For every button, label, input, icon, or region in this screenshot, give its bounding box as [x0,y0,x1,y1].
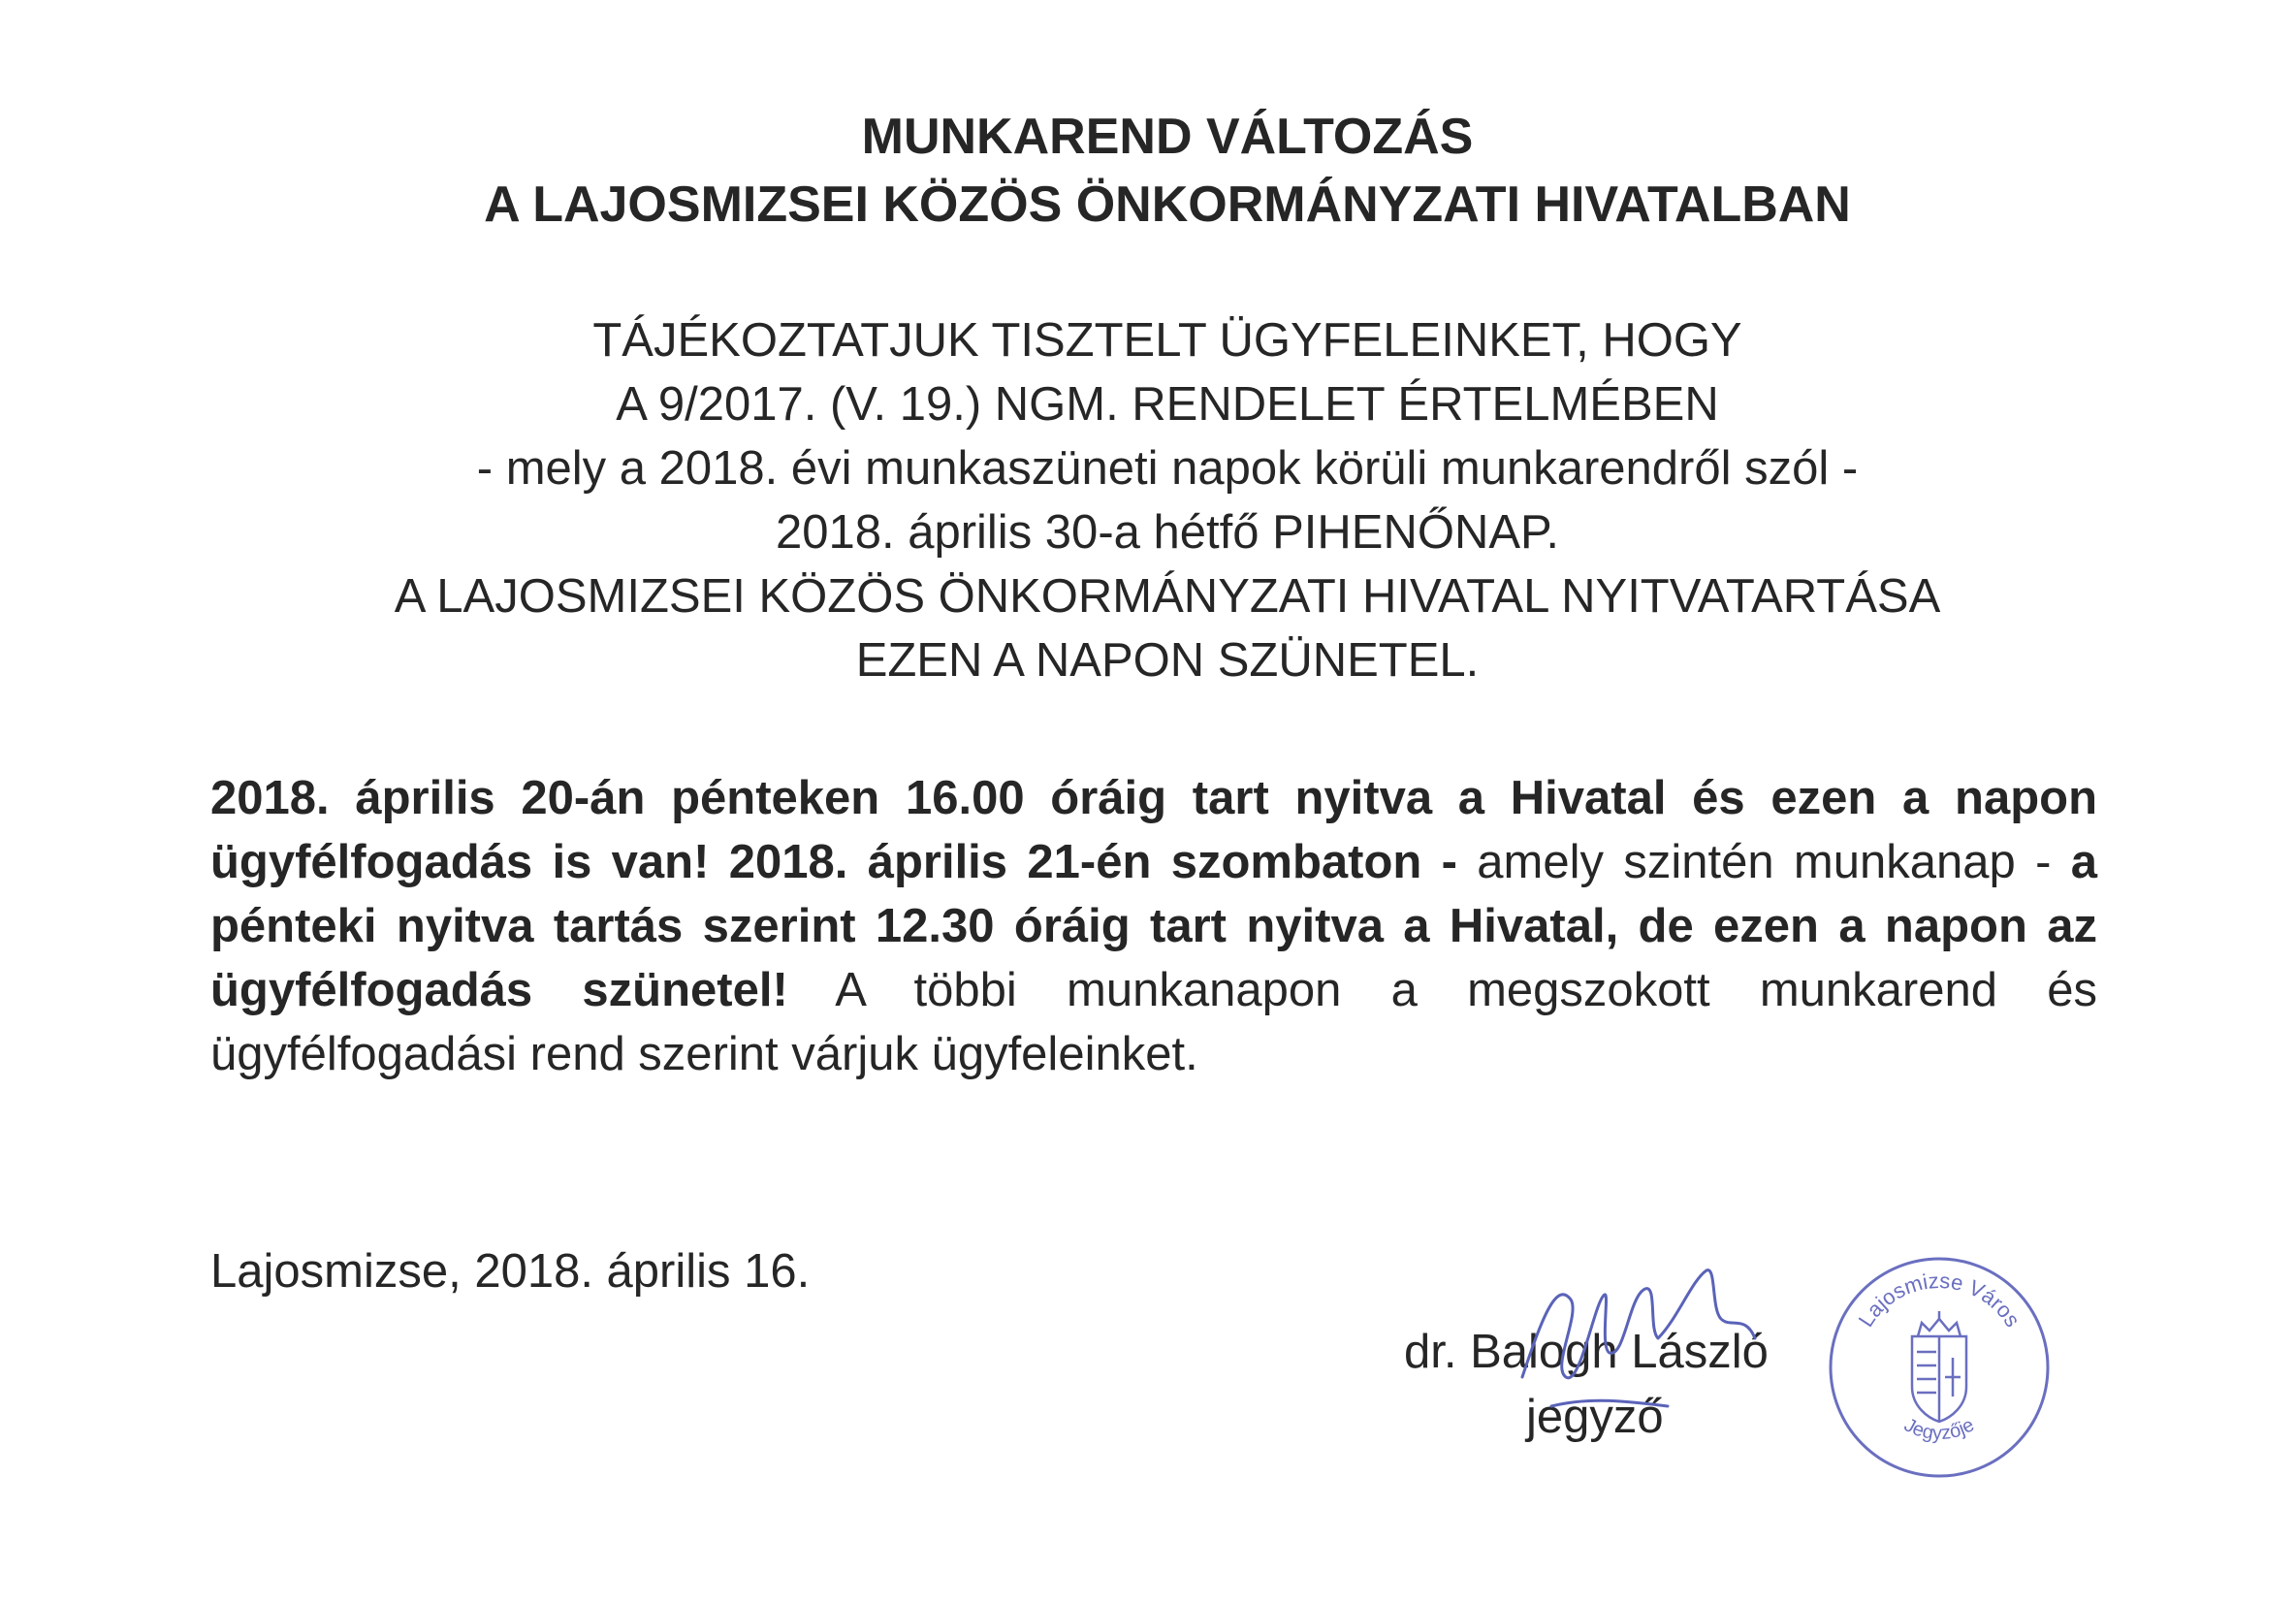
intro-line-5: A LAJOSMIZSEI KÖZÖS ÖNKORMÁNYZATI HIVATAL NYITVATARTÁSA [394,570,1941,623]
intro-line-4: 2018. április 30-a hétfő PIHENŐNAP. [775,506,1560,559]
notice-title: MUNKAREND VÁLTOZÁS [861,109,1474,165]
notice-subtitle: A LAJOSMIZSEI KÖZÖS ÖNKORMÁNYZATI HIVATALBAN [484,177,1851,233]
signature-stroke [1522,1270,1755,1406]
place-and-date: Lajosmizse, 2018. április 16. [210,1245,811,1298]
signer-name: dr. Balogh László [1404,1326,1769,1378]
official-stamp [1823,1251,2056,1484]
schedule-bold-2: a pénteki nyitva tartás szerint 12.30 óráig tart nyitva a Hivatal, de ezen a napon az ügyfélfogadás szünetel! [210,836,2097,1016]
coat-of-arms-icon [1912,1311,1966,1422]
schedule-bold-1: 2018. április 20-án pénteken 16.00 óráig tart nyitva a Hivatal és ezen a napon ügyfélfogadás is van! 2018. április 21-én szombaton - [210,772,2097,888]
schedule-normal-2: A többi munkanapon a megszokott munkarend és ügyfélfogadási rend szerint várjuk ügyfeleinket. [210,964,2097,1080]
intro-line-1: TÁJÉKOZTATJUK TISZTELT ÜGYFELEINKET, HOGY [592,314,1742,367]
intro-line-6: EZEN A NAPON SZÜNETEL. [855,634,1480,687]
intro-line-2: A 9/2017. (V. 19.) NGM. RENDELET ÉRTELMÉBEN [616,378,1719,431]
handwritten-signature [1513,1261,1803,1445]
stamp-top-text: Lajosmizse Város [1853,1268,2025,1332]
intro-line-3: - mely a 2018. évi munkaszüneti napok körüli munkarendről szól - [476,442,1859,495]
intro-block [0,308,2296,692]
signer-title: jegyző [1526,1391,1664,1443]
schedule-paragraph [210,766,2097,1086]
schedule-normal-1: amely szintén munkanap - [1456,836,2071,888]
stamp-bottom-text: Jegyzője [1900,1414,1978,1445]
